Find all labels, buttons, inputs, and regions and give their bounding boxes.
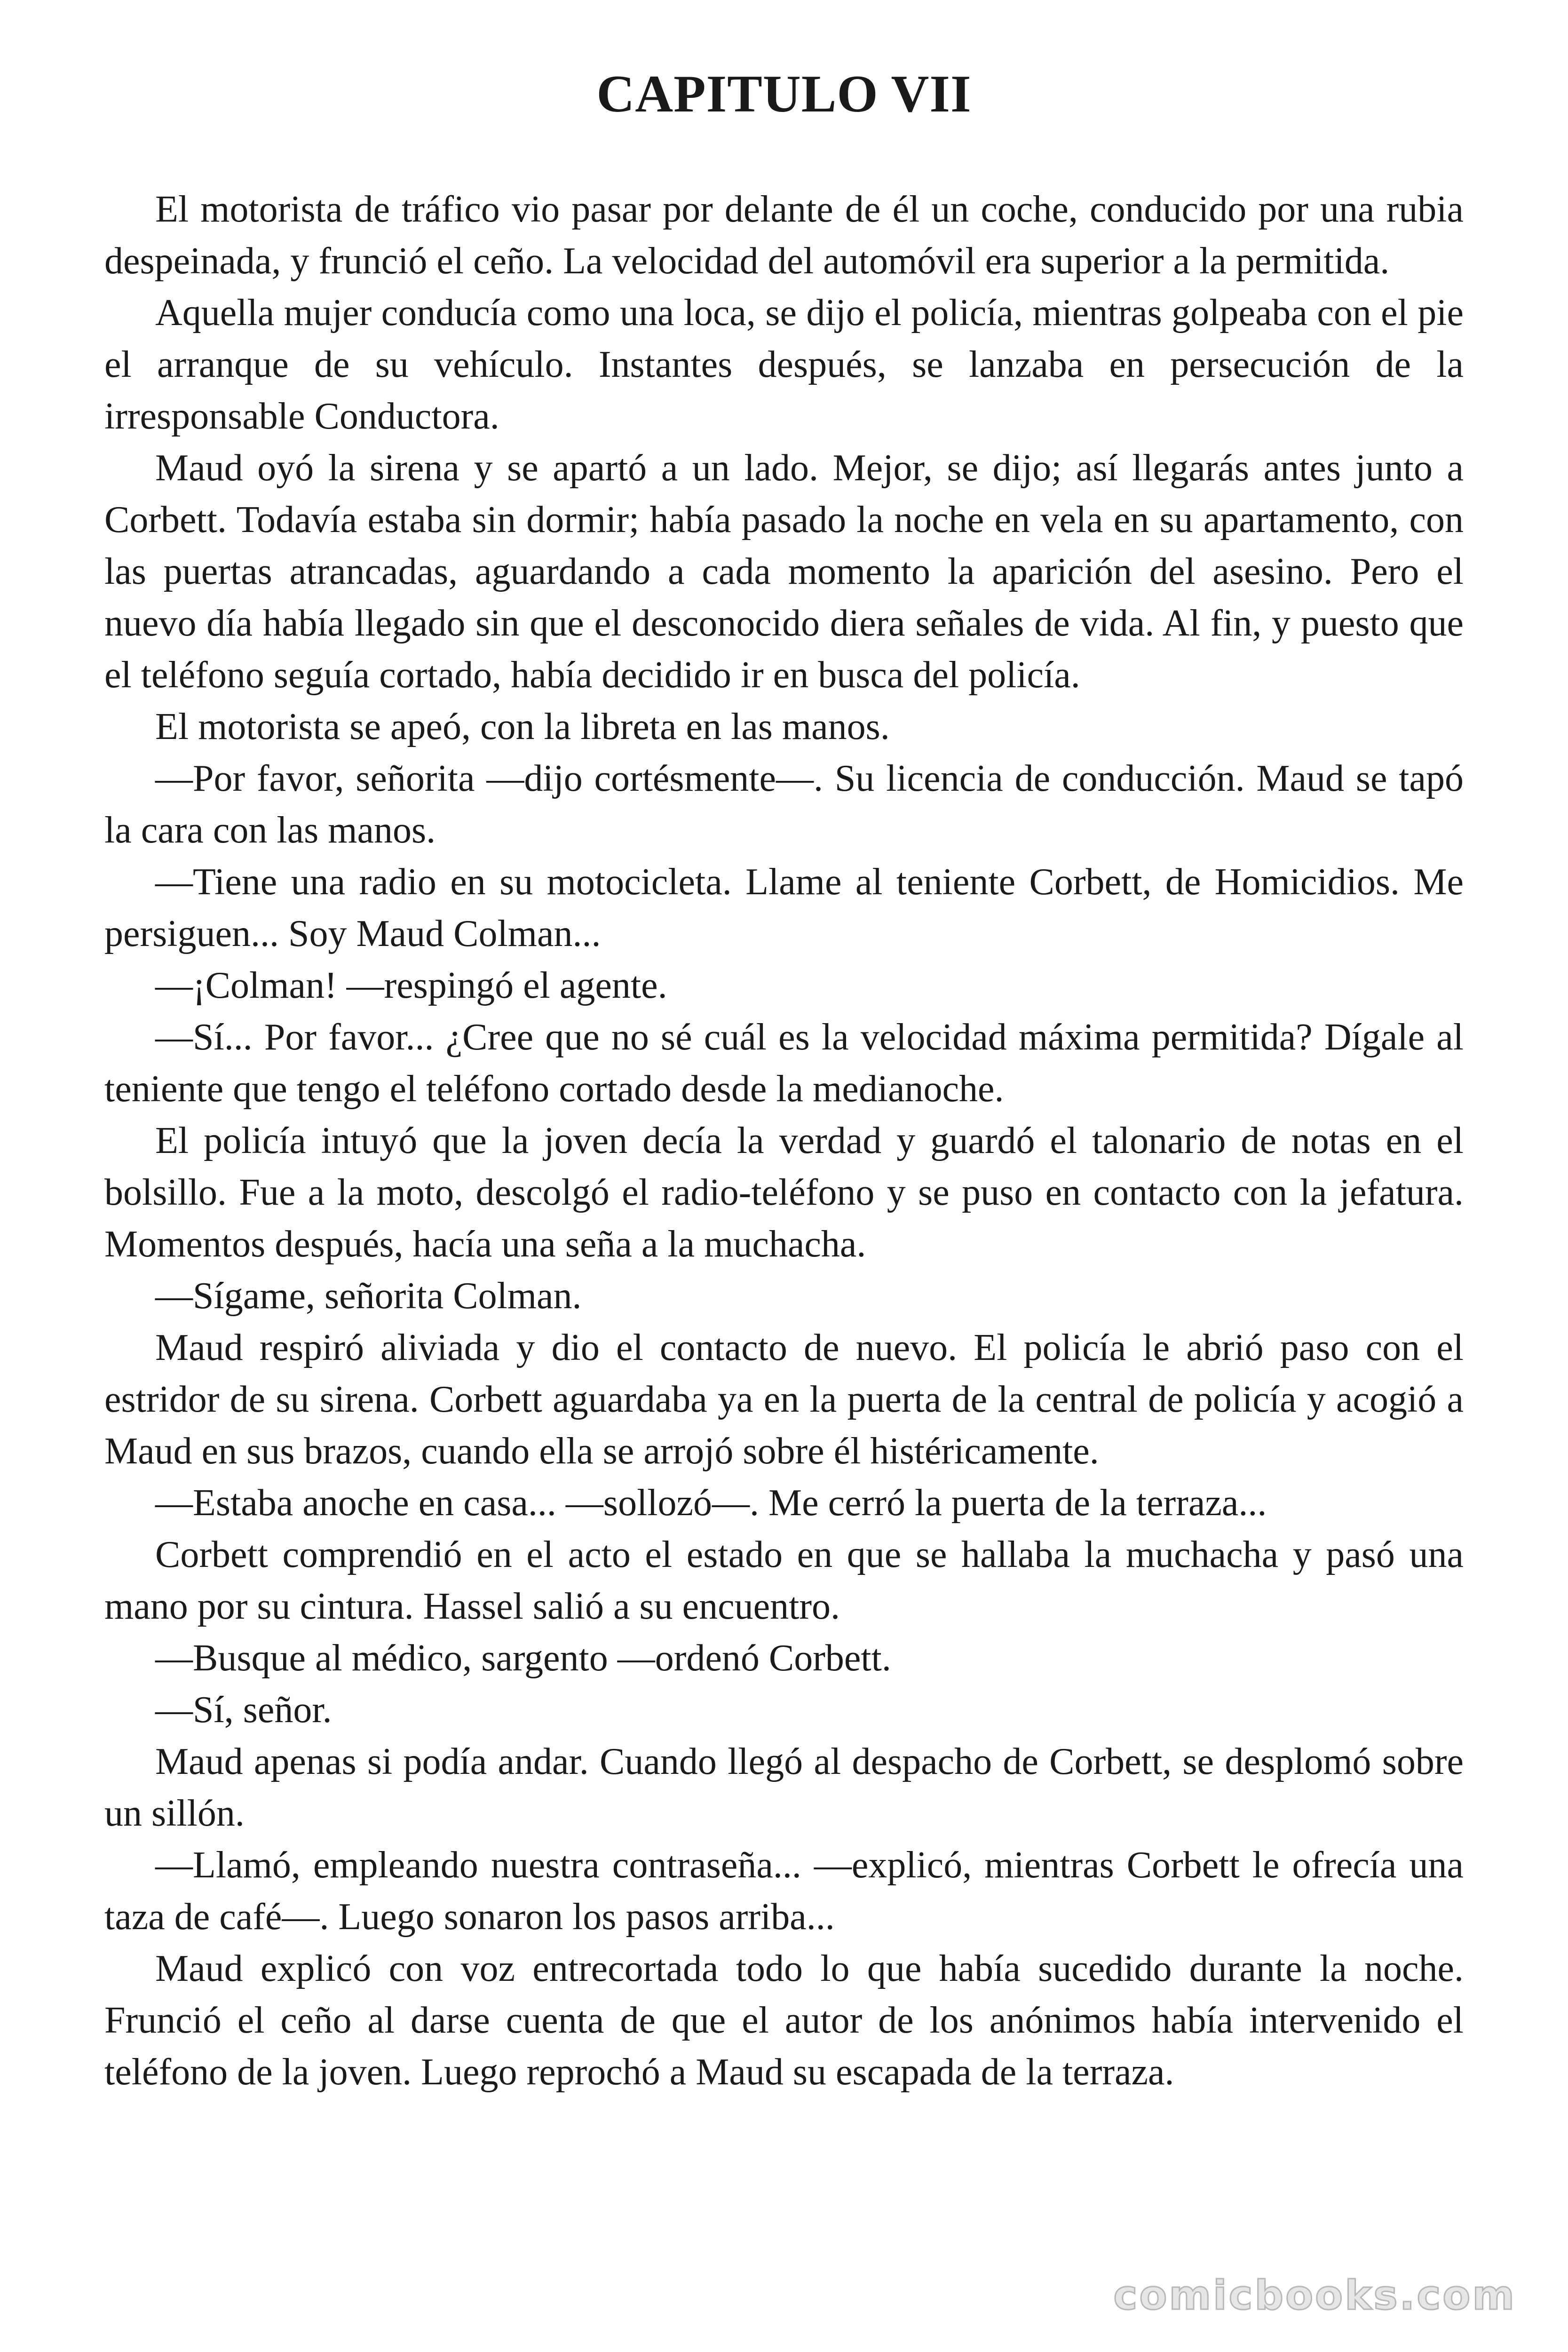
paragraph: El policía intuyó que la joven decía la verdad y guardó el talonario de notas en el bolsillo. Fue a la moto, descolgó el radio-teléfono y se puso en contacto con la jefatura. Momentos después, hacía una seña a la muchacha. <box>104 1120 1464 1265</box>
paragraph: —¡Colman! —respingó el agente. <box>155 965 667 1006</box>
paragraph: Corbett comprendió en el acto el estado en que se hallaba la muchacha y pasó una mano por su cintura. Hassel salió a su encuentro. <box>104 1534 1464 1627</box>
paragraph: —Sí... Por favor... ¿Cree que no sé cuál es la velocidad máxima permitida? Dígale al teniente que tengo el teléfono cortado desde la medianoche. <box>104 1017 1464 1110</box>
paragraph: —Por favor, señorita —dijo cortésmente—. Su licencia de conducción. Maud se tapó la cara con las manos. <box>104 758 1464 851</box>
paragraph: —Llamó, empleando nuestra contraseña... —explicó, mientras Corbett le ofrecía una taza de café—. Luego sonaron los pasos arriba... <box>104 1844 1464 1938</box>
paragraph: Maud explicó con voz entrecortada todo lo que había sucedido durante la noche. Frunció el ceño al darse cuenta de que el autor de los anónimos había intervenido el teléfono de la joven. Luego reprochó a Maud su escapada de la terraza. <box>104 1948 1464 2093</box>
paragraph: Maud apenas si podía andar. Cuando llegó al despacho de Corbett, se desplomó sobre un sillón. <box>104 1741 1464 1834</box>
paragraph: El motorista de tráfico vio pasar por delante de él un coche, conducido por una rubia despeinada, y frunció el ceño. La velocidad del automóvil era superior a la permitida. <box>104 189 1464 282</box>
paragraph: El motorista se apeó, con la libreta en las manos. <box>155 706 890 747</box>
paragraph: Aquella mujer conducía como una loca, se dijo el policía, mientras golpeaba con el pie el arranque de su vehículo. Instantes después, se lanzaba en persecución de la irresponsable Conductora. <box>104 292 1464 437</box>
chapter-body <box>104 183 1464 2098</box>
watermark: comicbooks.com <box>1113 2272 1516 2319</box>
paragraph: —Sí, señor. <box>155 1689 332 1731</box>
paragraph: Maud oyó la sirena y se apartó a un lado. Mejor, se dijo; así llegarás antes junto a Corbett. Todavía estaba sin dormir; había pasado la noche en vela en su apartamento, con las puertas atrancadas, aguardando a cada momento la aparición del asesino. Pero el nuevo día había llegado sin que el desconocido diera señales de vida. Al fin, y puesto que el teléfono seguía cortado, había decidido ir en busca del policía. <box>104 447 1464 696</box>
paragraph: —Tiene una radio en su motocicleta. Llame al teniente Corbett, de Homicidios. Me persiguen... Soy Maud Colman... <box>104 861 1464 954</box>
paragraph: Maud respiró aliviada y dio el contacto de nuevo. El policía le abrió paso con el estridor de su sirena. Corbett aguardaba ya en la puerta de la central de policía y acogió a Maud en sus brazos, cuando ella se arrojó sobre él histéricamente. <box>104 1327 1464 1472</box>
paragraph: —Busque al médico, sargento —ordenó Corbett. <box>155 1637 891 1679</box>
chapter-title: CAPITULO VII <box>596 65 972 123</box>
paragraph: —Sígame, señorita Colman. <box>155 1275 582 1317</box>
paragraph: —Estaba anoche en casa... —sollozó—. Me cerró la puerta de la terraza... <box>155 1482 1267 1524</box>
